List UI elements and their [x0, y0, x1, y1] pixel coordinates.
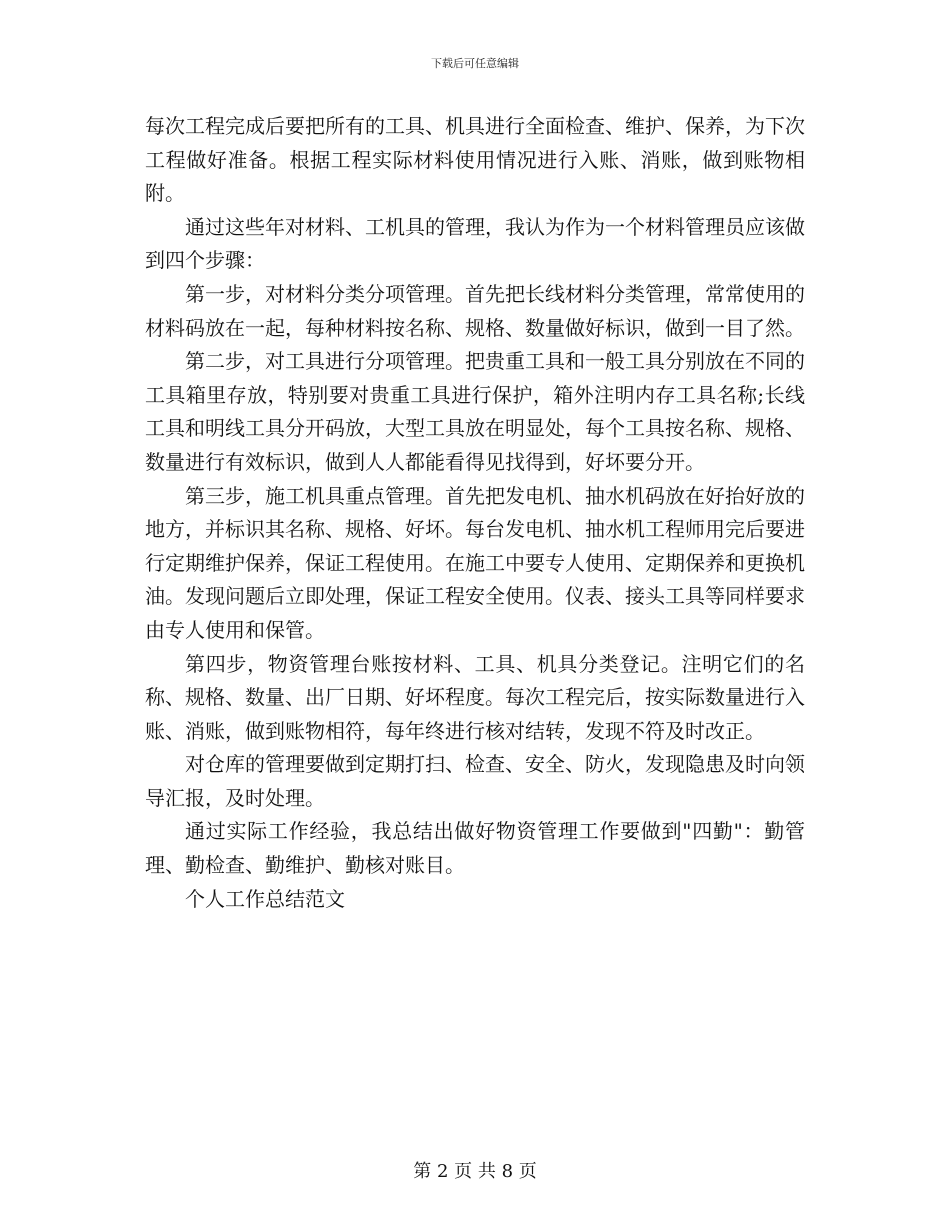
- paragraph: 通过实际工作经验，我总结出做好物资管理工作要做到"四勤"：勤管理、勤检查、勤维护、勤核对账目。: [145, 819, 805, 878]
- paragraph: 第二步，对工具进行分项管理。把贵重工具和一般工具分别放在不同的工具箱里存放，特别要对贵重工具进行保护，箱外注明内存工具名称;长线工具和明线工具分开码放，大型工具放在明显处，每个工具按名称、规格、数量进行有效标识，做到人人都能看得见找得到，好坏要分开。: [145, 349, 805, 474]
- paragraph: 对仓库的管理要做到定期打扫、检查、安全、防火，发现隐患及时向领导汇报，及时处理。: [145, 752, 805, 810]
- paragraph: 第一步，对材料分类分项管理。首先把长线材料分类管理，常常使用的材料码放在一起，每种材料按名称、规格、数量做好标识，做到一目了然。: [145, 281, 805, 340]
- page-header: 下载后可任意编辑: [431, 57, 519, 70]
- paragraph: 每次工程完成后要把所有的工具、机具进行全面检查、维护、保养，为下次工程做好准备。根据工程实际材料使用情况进行入账、消账，做到账物相附。: [145, 114, 805, 206]
- paragraph: 第四步，物资管理台账按材料、工具、机具分类登记。注明它们的名称、规格、数量、出厂日期、好坏程度。每次工程完后，按实际数量进行入账、消账，做到账物相符，每年终进行核对结转，发现不符及时改正。: [145, 651, 805, 743]
- paragraph: 通过这些年对材料、工机具的管理，我认为作为一个材料管理员应该做到四个步骤：: [145, 214, 805, 273]
- page-number: 第 2 页 共 8 页: [413, 1161, 537, 1182]
- paragraph: 第三步，施工机具重点管理。首先把发电机、抽水机码放在好抬好放的地方，并标识其名称、规格、好坏。每台发电机、抽水机工程师用完后要进行定期维护保养，保证工程使用。在施工中要专人使用、定期保养和更换机油。发现问题后立即处理，保证工程安全使用。仪表、接头工具等同样要求由专人使用和保管。: [145, 483, 805, 642]
- section-heading: 个人工作总结范文: [185, 886, 345, 911]
- document-body: [145, 110, 805, 916]
